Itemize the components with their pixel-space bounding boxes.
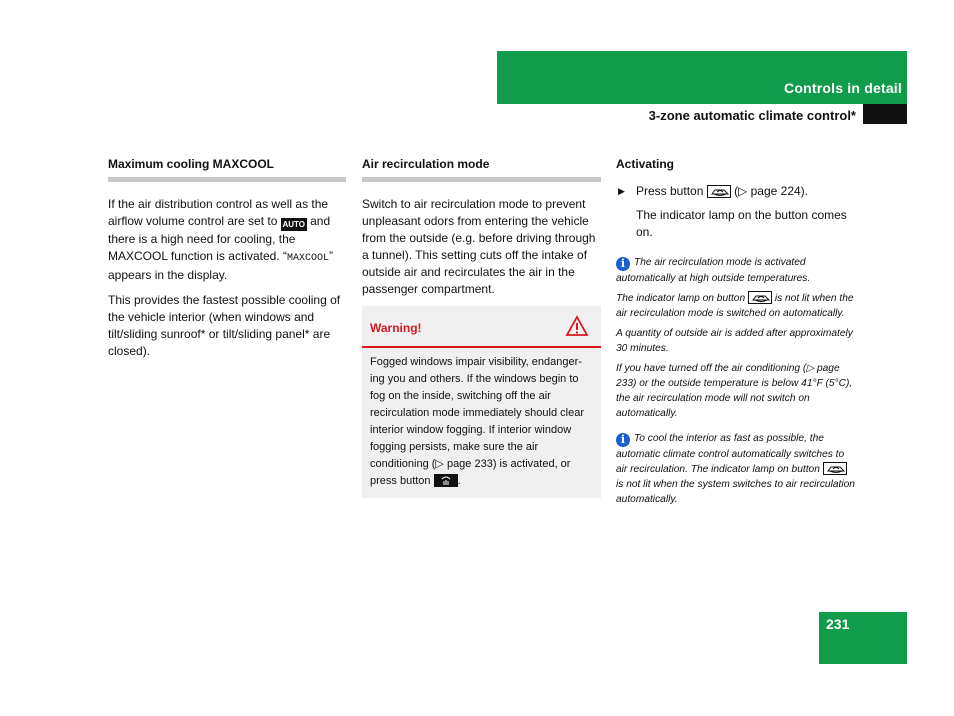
note-text: is not lit when the air recirculation mode is switched on automatically.	[616, 293, 854, 319]
warning-body	[362, 348, 601, 498]
chapter-header-bar	[497, 51, 907, 104]
page-number: 231	[826, 616, 850, 632]
info-icon: i	[616, 257, 630, 271]
maxcool-paragraph-2: This provides the fastest possible cooling of the vehicle interior (when windows and tilt/sliding sunroof* or tilt/sliding panel* are closed).	[108, 293, 341, 358]
maxcool-text: and there is a high need for cooling, the MAXCOOL function is activated. “	[108, 214, 331, 263]
section-tab-marker	[863, 104, 907, 124]
warning-header	[362, 306, 601, 348]
note-text: To cool the interior as fast as possible, the automatic climate control automatically switches to air recirculation. The indicator lamp on button	[616, 433, 845, 475]
column-activating	[616, 156, 856, 512]
column-air-recirculation	[362, 156, 601, 498]
info-icon: i	[616, 433, 630, 447]
warning-text: Fogged windows impair visibility, endanger-ing you and others. If the windows begin to fog on the inside, switching off the air recirculation mode immediately should clear interior window fogging. If interior window fogging persists, make sure the air conditioning (▷ page 233) is activated, or press button	[370, 356, 584, 487]
note-3: A quantity of outside air is added after approximately 30 minutes.	[616, 328, 853, 354]
note-5	[616, 431, 856, 507]
warning-box	[362, 306, 601, 498]
activating-heading: Activating	[616, 157, 675, 171]
bullet-arrow-icon: ▶	[618, 186, 625, 196]
step-text: Press button	[636, 184, 704, 198]
maxcool-display-text: MAXCOOL	[286, 253, 329, 264]
warning-triangle-icon	[565, 315, 589, 337]
note-1	[616, 255, 856, 286]
recirculation-button-icon	[748, 291, 772, 304]
defrost-button-icon	[434, 474, 458, 487]
note-2	[616, 291, 856, 321]
note-text: The air recirculation mode is activated automatically at high outside temperatures.	[616, 257, 811, 284]
note-text: is not lit when the system switches to air recirculation automatically.	[616, 479, 855, 505]
warning-label: Warning!	[370, 321, 422, 335]
maxcool-text: If the air distribution control as well as the airflow volume control are set to	[108, 197, 329, 228]
activating-result: The indicator lamp on the button comes on.	[636, 208, 847, 239]
auto-button-icon: AUTO	[282, 220, 306, 229]
chapter-title: Controls in detail	[784, 80, 902, 96]
column-maxcool	[108, 156, 346, 368]
section-title: 3-zone automatic climate control*	[648, 108, 856, 123]
activating-step	[616, 183, 856, 200]
note-text: The indicator lamp on button	[616, 293, 746, 304]
maxcool-paragraph-1	[108, 196, 346, 284]
step-text: (▷ page 224).	[734, 184, 809, 198]
note-4: If you have turned off the air conditioning (▷ page 233) or the outside temperature is below 41°F (5°C), the air recirculation mode will not switch on automatically.	[616, 363, 853, 419]
air-recirculation-heading: Air recirculation mode	[362, 156, 601, 182]
air-recirculation-paragraph: Switch to air recirculation mode to prevent unpleasant odors from entering the vehicle from the outside (e.g. before driving through a tunnel). This setting cuts off the intake of outside air and recirculates the air in the passenger compartment.	[362, 197, 596, 296]
recirculation-button-icon	[823, 462, 847, 475]
maxcool-text: ” appears in the display.	[108, 249, 333, 282]
recirculation-button-icon	[707, 185, 731, 198]
maxcool-heading: Maximum cooling MAXCOOL	[108, 156, 346, 182]
warning-text: .	[457, 475, 461, 487]
